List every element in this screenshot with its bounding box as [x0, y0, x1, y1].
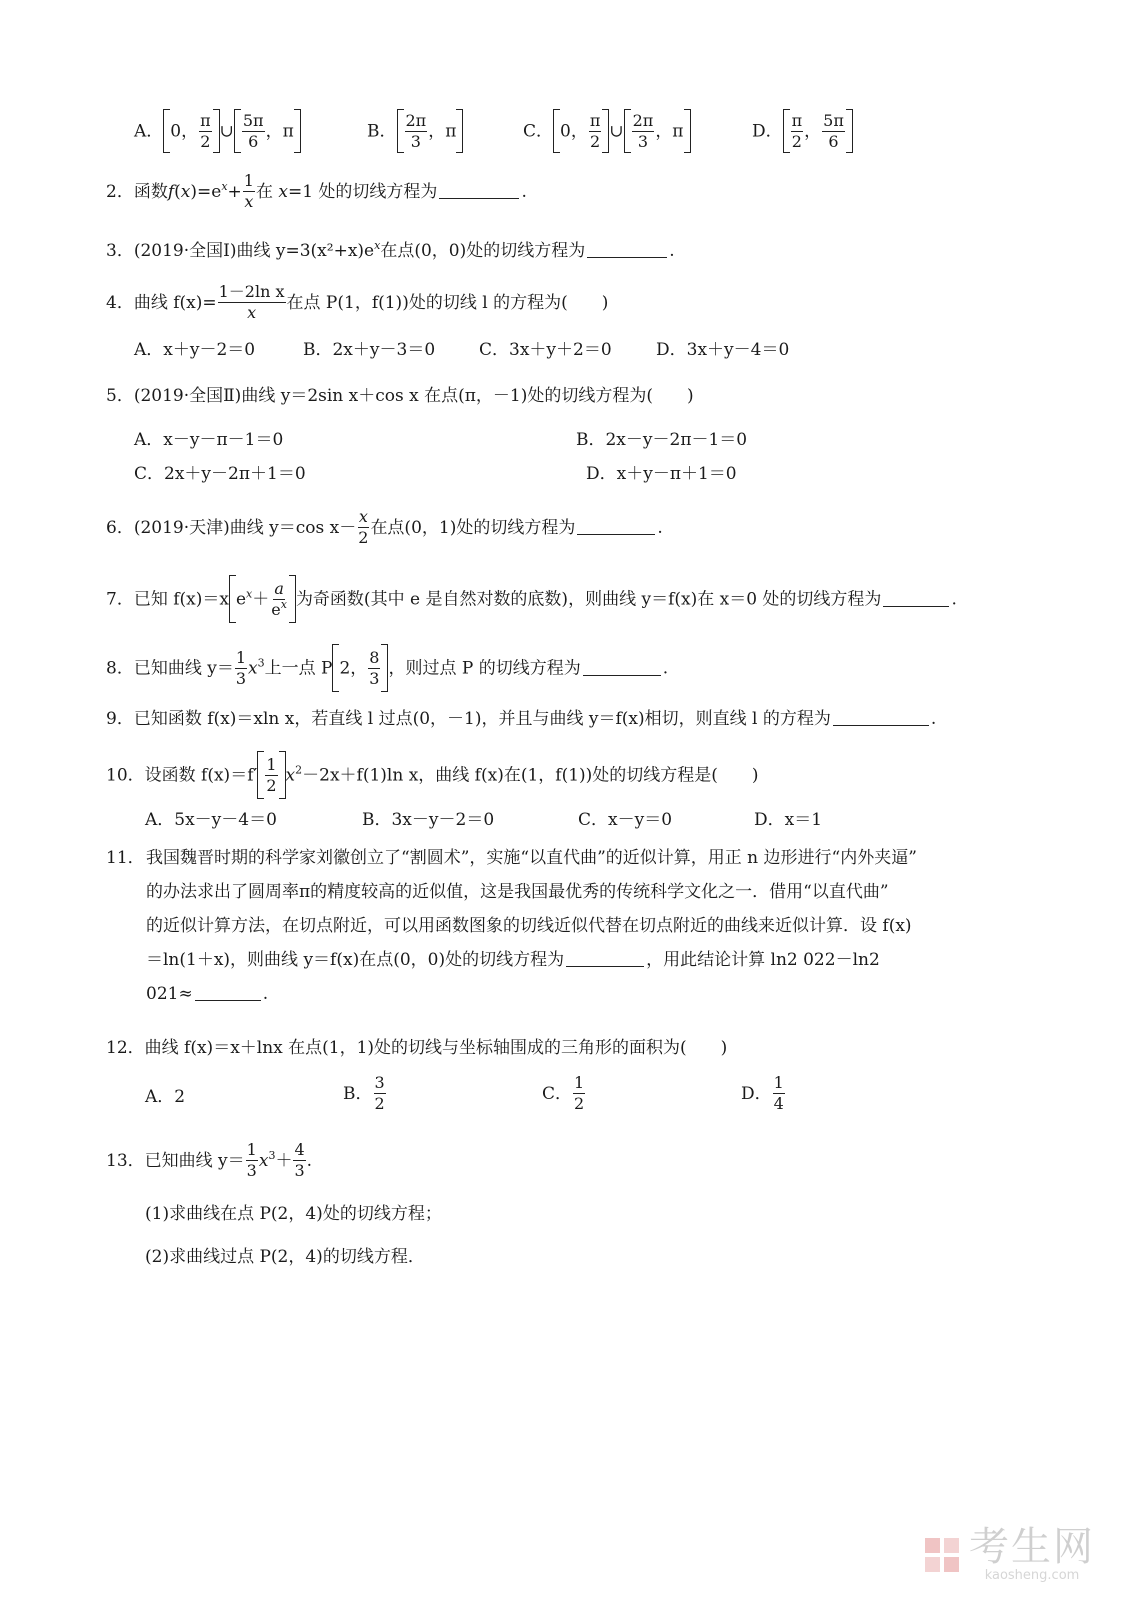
q11-line-4: ＝ln(1＋x)，则曲线 y＝f(x)在点(0，0)处的切线方程为 ，用此结论计算 ln2 022－ln2 — [146, 950, 880, 970]
q11-line-2: 的办法求出了圆周率π的精度较高的近似值，这是我国最优秀的传统科学文化之一．借用“以直代曲” — [146, 882, 889, 902]
q5-option-b: B．2x－y－2π－1＝0 — [576, 430, 748, 450]
question-12: 12．曲线 f(x)＝x＋lnx 在点(1，1)处的切线与坐标轴围成的三角形的面积为( ) — [106, 1038, 728, 1058]
q5-option-c: C．2x＋y－2π＋1＝0 — [134, 464, 306, 484]
answer-blank[interactable] — [195, 999, 261, 1001]
q1-option-c: C． 0， $\frac{\pi}{2}$ ∪ $\frac{2\pi}{3}$ ，π — [523, 110, 691, 154]
question-13-part-2: (2)求曲线过点 P(2，4)的切线方程． — [145, 1247, 425, 1267]
q5-option-a: A．x－y－π－1＝0 — [134, 430, 284, 450]
answer-blank[interactable] — [566, 965, 644, 967]
answer-blank[interactable] — [583, 674, 661, 676]
question-7: 7．已知 f(x)＝x $e^x+$ $\frac{a}{e^x}$ 为奇函数(其中 e 是自然对数的底数)，则曲线 y＝f(x)在 x＝0 处的切线方程为 . — [106, 576, 957, 624]
answer-blank[interactable] — [577, 533, 655, 535]
q12-option-d: D． $\frac{1}{4}$ — [741, 1073, 784, 1113]
q4-option-b: B．2x＋y－3＝0 — [303, 340, 436, 360]
q11-line-3: 的近似计算方法，在切点附近，可以用函数图象的切线近似代替在切点附近的曲线来近似计算．设 f(x) — [146, 916, 912, 936]
answer-blank[interactable] — [883, 605, 949, 607]
answer-blank[interactable] — [587, 256, 667, 258]
question-8: 8．已知曲线 y＝ $\frac{1}{3}$ $x^3$上一点 P 2， $\frac{8}{3}$ ，则过点 P 的切线方程为 . — [106, 645, 668, 693]
q1-option-d: D． $\frac{\pi}{2}$ ， $\frac{5\pi}{6}$ — [752, 110, 853, 154]
question-13-part-1: (1)求曲线在点 P(2，4)处的切线方程； — [145, 1204, 442, 1224]
q10-option-a: A．5x－y－4＝0 — [145, 810, 277, 830]
question-11-number: 11． — [106, 848, 145, 868]
question-11 — [146, 841, 1006, 1011]
question-3: 3．(2019·全国Ⅰ)曲线 $y=3(x^2+x)e^x$在点(0，0)处的切线方程为 . — [106, 239, 675, 261]
question-9: 9．已知函数 f(x)＝xln x，若直线 l 过点(0，－1)，并且与曲线 y＝f(x)相切，则直线 l 的方程为 . — [106, 709, 937, 729]
q11-line-1: 我国魏晋时期的科学家刘徽创立了“割圆术”，实施“以直代曲”的近似计算，用正 n 边形进行“内外夹逼” — [146, 848, 917, 868]
watermark-url: kaosheng.com — [984, 1568, 1080, 1583]
q5-option-d: D．x＋y－π＋1＝0 — [586, 464, 737, 484]
q11-line-5: 021≈ . — [146, 984, 269, 1004]
q1-option-b: B． $\frac{2\pi}{3}$ ，π — [367, 110, 463, 154]
q10-option-d: D．x＝1 — [754, 810, 823, 830]
question-5: 5．(2019·全国Ⅱ)曲线 y＝2sin x＋cos x 在点(π，－1)处的切线方程为( ) — [106, 386, 694, 406]
q10-option-b: B．3x－y－2＝0 — [362, 810, 495, 830]
q4-option-d: D．3x＋y－4＝0 — [656, 340, 790, 360]
q4-option-a: A．x＋y－2＝0 — [134, 340, 256, 360]
watermark — [923, 1524, 1095, 1583]
q12-option-a: A．2 — [145, 1087, 186, 1107]
question-10: 10．设函数 f(x)＝f′ $\frac{1}{2}$ $x^2-2x+f(1)\ln$ x，曲线 f(x)在(1，f(1))处的切线方程是( ) — [106, 752, 759, 800]
q12-option-b: B． $\frac{3}{2}$ — [343, 1073, 385, 1113]
question-13: 13．已知曲线 y＝ $\frac{1}{3}$ $x^3+$ $\frac{4}{3}$ . — [106, 1140, 313, 1180]
q4-option-c: C．3x＋y＋2＝0 — [479, 340, 612, 360]
logo-icon — [923, 1536, 961, 1574]
q1-option-a: A． 0， $\frac{\pi}{2}$ ∪ $\frac{5\pi}{6}$ ，π — [134, 110, 301, 154]
q12-option-c: C． $\frac{1}{2}$ — [542, 1073, 585, 1113]
answer-blank[interactable] — [833, 724, 929, 726]
answer-blank[interactable] — [439, 197, 519, 199]
question-2: 2．函数$f(x)=e^x+$ $\frac{1}{x}$ 在 x=1 处的切线方程为 . — [106, 171, 527, 211]
question-6: 6．(2019·天津)曲线 y＝cos x－ $\frac{x}{2}$ 在点(0，1)处的切线方程为 . — [106, 507, 663, 547]
q10-option-c: C．x－y＝0 — [578, 810, 673, 830]
watermark-title: 考生网 — [969, 1524, 1095, 1570]
question-4: 4．曲线 f(x)= $\frac{\text{1－2ln x}}{x}$ 在点 P(1，f(1))处的切线 l 的方程为( ) — [106, 282, 609, 322]
